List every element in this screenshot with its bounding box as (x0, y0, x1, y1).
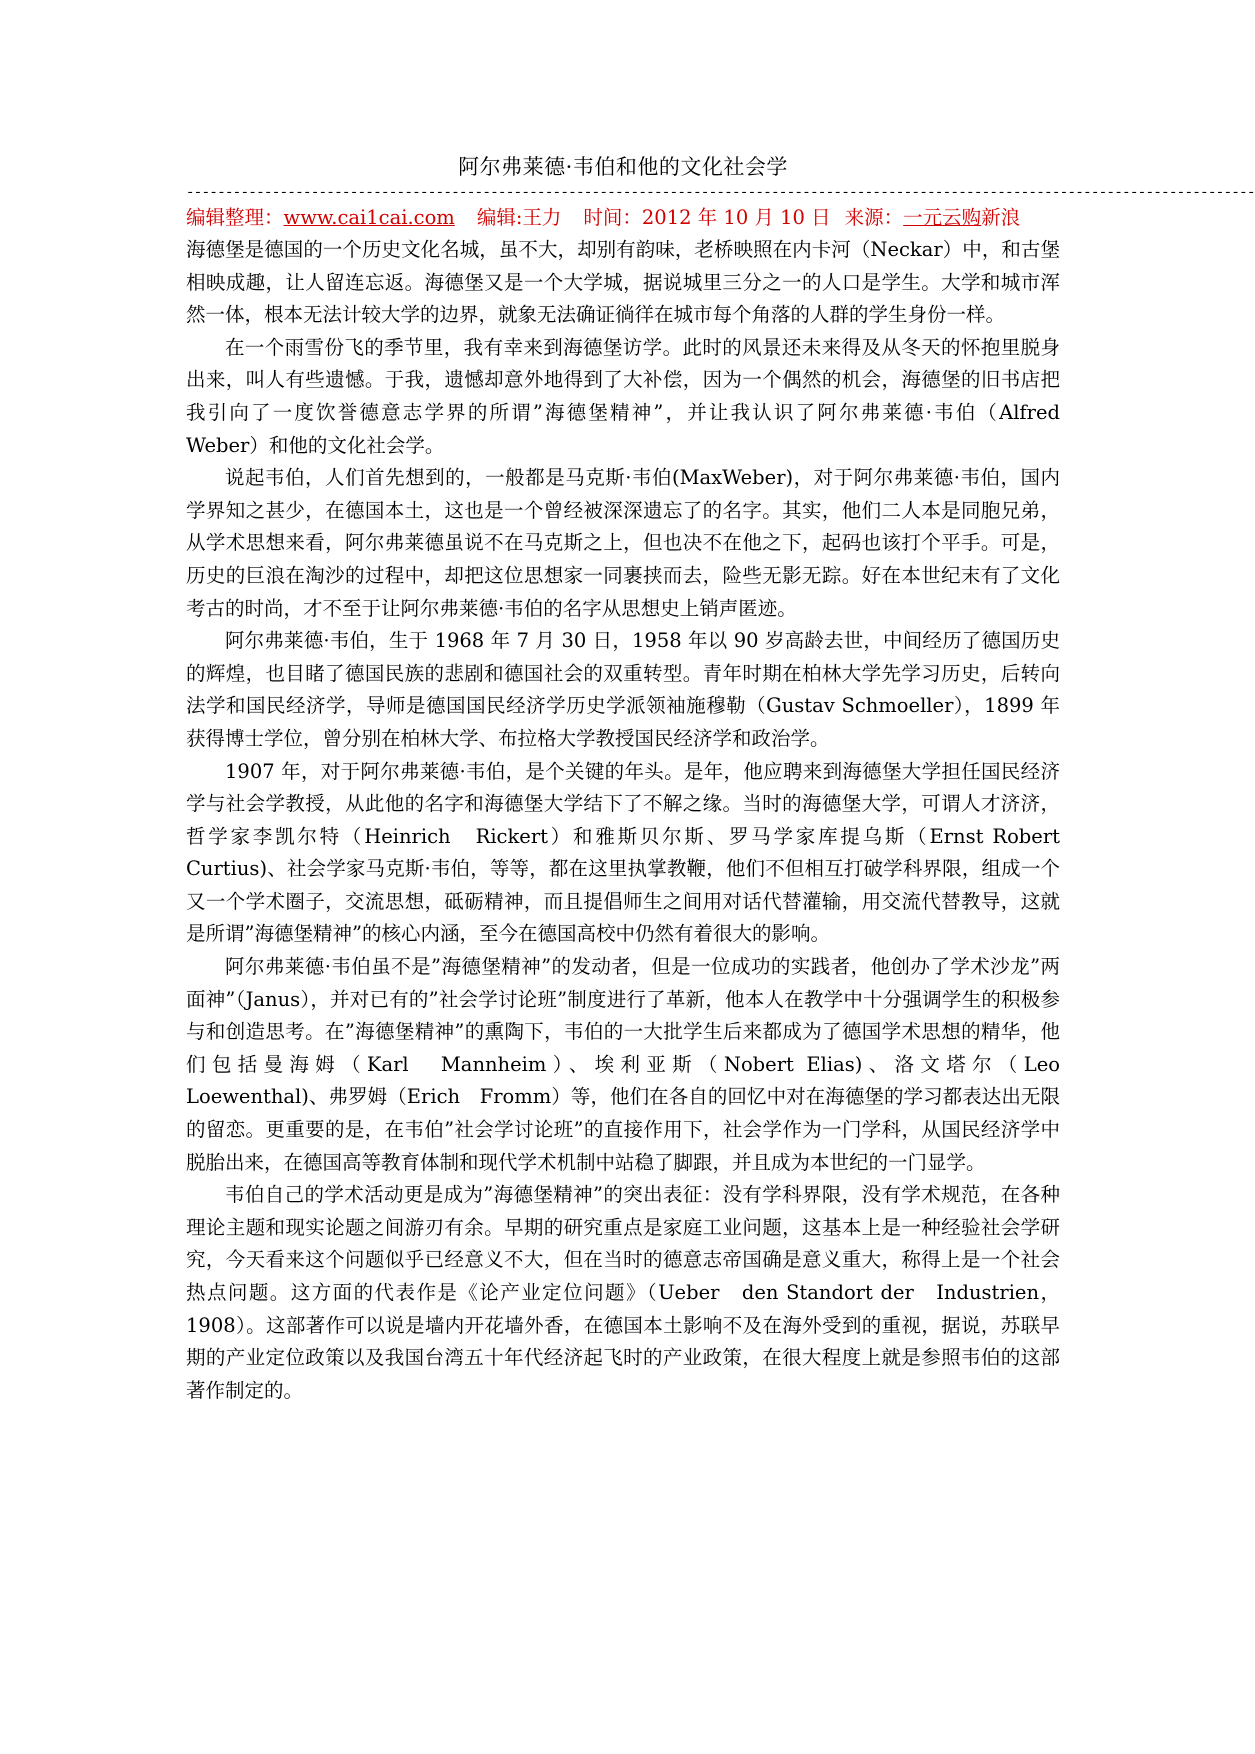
paragraph: 阿尔弗莱德·韦伯虽不是”海德堡精神”的发动者，但是一位成功的实践者，他创办了学术沙龙”两面神”（Janus），并对已有的”社会学讨论班”制度进行了革新，他本人在教学中十分强调学生的积极参与和创造思考。在”海德堡精神”的熏陶下，韦伯的一大批学生后来都成为了德国学术思想的精华，他们包括曼海姆（Karl Mannheim）、埃利亚斯（Nobert Elias)、洛文塔尔（Leo Loewenthal)、弗罗姆（Erich Fromm）等，他们在各自的回忆中对在海德堡的学习都表达出无限的留恋。更重要的是，在韦伯”社会学讨论班”的直接作用下，社会学作为一门学科，从国民经济学中脱胎出来，在德国高等教育体制和现代学术机制中站稳了脚跟，并且成为本世纪的一门显学。 (186, 955, 1080, 1174)
paragraph: 阿尔弗莱德·韦伯，生于 1968 年 7 月 30 日，1958 年以 90 岁高龄去世，中间经历了德国历史的辉煌，也目睹了德国民族的悲剧和德国社会的双重转型。青年时期在柏林大学先学习历史，后转向法学和国民经济学，导师是德国国民经济学历史学派领袖施穆勒（Gustav Schmoeller），1899 年获得博士学位，曾分别在柏林大学、布拉格大学教授国民经济学和政治学。 (186, 629, 1060, 750)
site-link[interactable]: www.cai1cai.com (283, 206, 455, 229)
paragraph: 在一个雨雪份飞的季节里，我有幸来到海德堡访学。此时的风景还未来得及从冬天的怀抱里脱身出来，叫人有些遗憾。于我，遗憾却意外地得到了大补偿，因为一个偶然的机会，海德堡的旧书店把我引向了一度饮誉德意志学界的所谓”海德堡精神”，并让我认识了阿尔弗莱德·韦伯（Alfred Weber）和他的文化社会学。 (186, 335, 1080, 457)
paragraph: 韦伯自己的学术活动更是成为”海德堡精神”的突出表征：没有学科界限，没有学术规范，在各种理论主题和现实论题之间游刃有余。早期的研究重点是家庭工业问题，这基本上是一种经验社会学研究，今天看来这个问题似乎已经意义不大，但在当时的德意志帝国确是意义重大，称得上是一个社会热点问题。这方面的代表作是《论产业定位问题》（Ueber den Standort der Industrien，1908）。这部著作可以说是墙内开花墙外香，在德国本土影响不及在海外受到的重视，据说，苏联早期的产业定位政策以及我国台湾五十年代经济起飞时的产业政策，在很大程度上就是参照韦伯的这部著作制定的。 (186, 1183, 1060, 1402)
paragraph: 1907 年，对于阿尔弗莱德·韦伯，是个关键的年头。是年，他应聘来到海德堡大学担任国民经济学与社会学教授，从此他的名字和海德堡大学结下了不解之缘。当时的海德堡大学，可谓人才济济，哲学家李凯尔特（Heinrich Rickert）和雅斯贝尔斯、罗马学家库提乌斯（Ernst Robert Curtius)、社会学家马克斯·韦伯，等等，都在这里执掌教鞭，他们不但相互打破学科界限，组成一个又一个学术圈子，交流思想，砥砺精神，而且提倡师生之间用对话代替灌输，用交流代替教导，这就是所谓”海德堡精神”的核心内涵，至今在德国高校中仍然有着很大的影响。 (186, 759, 1080, 946)
article-body (186, 234, 1080, 1407)
publish-time: 时间：2012 年 10 月 10 日 (583, 206, 831, 229)
document-title: 阿尔弗莱德·韦伯和他的文化社会学 (458, 155, 788, 179)
source-link[interactable]: 一元云购 (903, 206, 982, 229)
source-tail: 新浪 (981, 206, 1021, 229)
article-meta (186, 202, 1060, 234)
editor-name: 编辑:王力 (476, 206, 562, 229)
editor-label: 编辑整理： (186, 206, 284, 229)
document-page (186, 150, 1255, 1407)
paragraph: 说起韦伯，人们首先想到的，一般都是马克斯·韦伯(MaxWeber)，对于阿尔弗莱德·韦伯，国内学界知之甚少，在德国本土，这也是一个曾经被深深遗忘了的名字。其实，他们二人本是同胞兄弟，从学术思想来看，阿尔弗莱德虽说不在马克斯之上，但也决不在他之下，起码也该打个平手。可是，历史的巨浪在淘沙的过程中，却把这位思想家一同裹挟而去，险些无影无踪。好在本世纪末有了文化考古的时尚，才不至于让阿尔弗莱德·韦伯的名字从思想史上销声匿迹。 (186, 466, 1060, 620)
dashed-divider: ----------------------------------------------------------------------------------------------------------------------------------------- (186, 185, 1255, 201)
paragraph: 海德堡是德国的一个历史文化名城，虽不大，却别有韵味，老桥映照在内卡河（Neckar）中，和古堡相映成趣，让人留连忘返。海德堡又是一个大学城，据说城里三分之一的人口是学生。大学和城市浑然一体，根本无法计较大学的边界，就象无法确证徜徉在城市每个角落的人群的学生身份一样。 (186, 238, 1060, 327)
source-label: 来源： (844, 206, 904, 229)
